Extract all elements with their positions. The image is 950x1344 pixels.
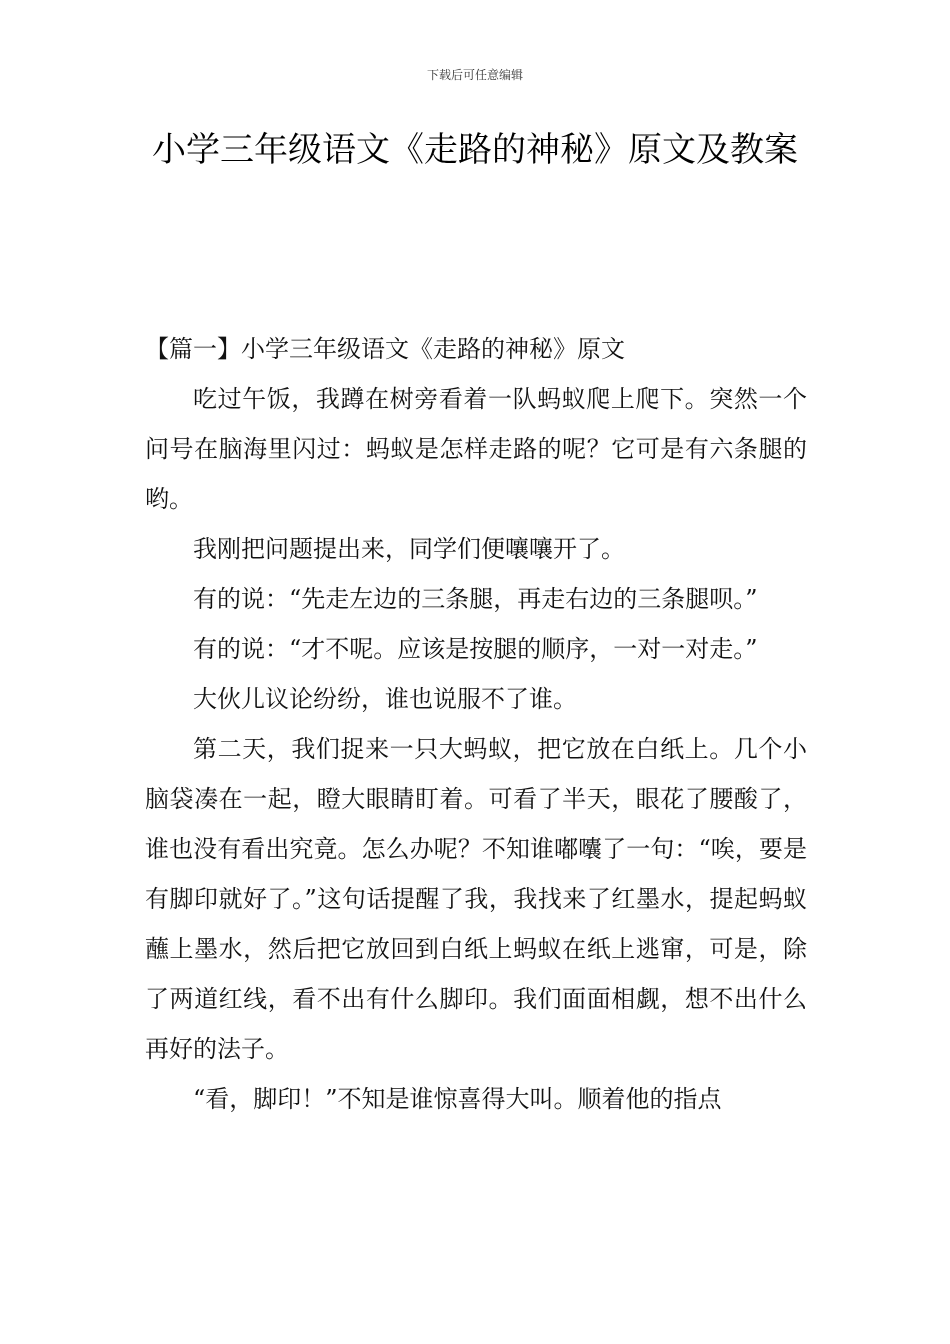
paragraph: 有的说：“才不呢。应该是按腿的顺序，一对一对走。” bbox=[193, 635, 758, 663]
paragraph: 吃过午饭，我蹲在树旁看着一队蚂蚁爬上爬下。突然一个问号在脑海里闪过：蚂蚁是怎样走路的呢？它可是有六条腿的哟。 bbox=[145, 385, 807, 513]
paragraph: “看，脚印！”不知是谁惊喜得大叫。顺着他的指点 bbox=[193, 1085, 722, 1113]
document-title: 小学三年级语文《走路的神秘》原文及教案 bbox=[152, 130, 798, 170]
paragraph: 有的说：“先走左边的三条腿，再走右边的三条腿呗。” bbox=[193, 585, 758, 613]
paragraph: 大伙儿议论纷纷，谁也说服不了谁。 bbox=[193, 685, 577, 713]
section-heading: 【篇一】小学三年级语文《走路的神秘》原文 bbox=[145, 335, 625, 363]
header-note: 下载后可任意编辑 bbox=[426, 68, 523, 82]
paragraph: 我刚把问题提出来，同学们便嚷嚷开了。 bbox=[193, 535, 625, 563]
document-body bbox=[145, 324, 807, 1124]
paragraph: 第二天，我们捉来一只大蚂蚁，把它放在白纸上。几个小脑袋凑在一起，瞪大眼睛盯着。可看了半天，眼花了腰酸了，谁也没有看出究竟。怎么办呢？不知谁嘟囔了一句：“唉，要是有脚印就好了。”这句话提醒了我，我找来了红墨水，提起蚂蚁蘸上墨水，然后把它放回到白纸上蚂蚁在纸上逃窜，可是，除了两道红线，看不出有什么脚印。我们面面相觑，想不出什么再好的法子。 bbox=[145, 735, 807, 1063]
